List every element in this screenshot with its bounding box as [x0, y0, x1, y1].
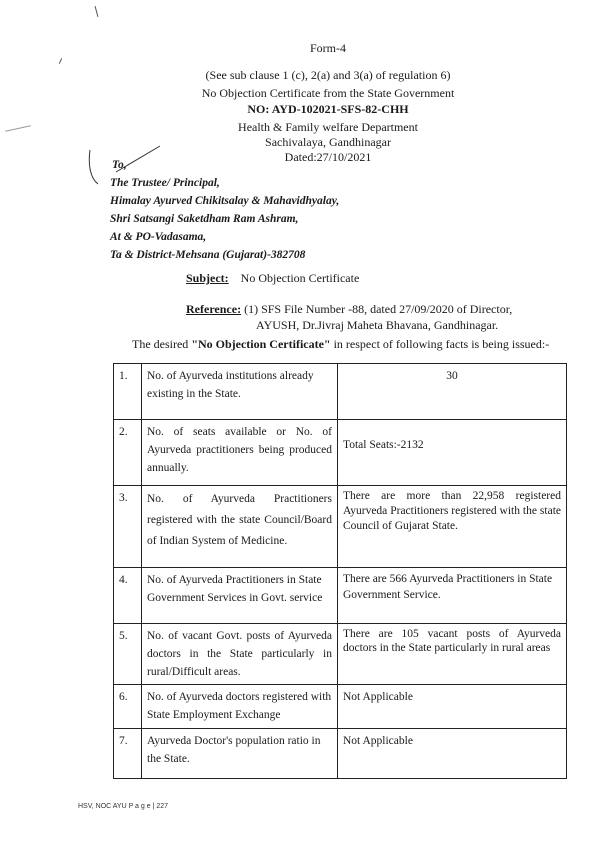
row-question: No. of Ayurveda doctors registered with State Employment Exchange: [142, 685, 338, 729]
row-number: 4.: [114, 568, 142, 624]
row-answer: 30: [338, 364, 567, 420]
reference-text-2: AYUSH, Dr.Jivraj Maheta Bhavana, Gandhinagar.: [256, 318, 499, 332]
issue-date: Dated:27/10/2021: [284, 150, 372, 164]
certificate-number: [0, 102, 600, 117]
reference-label: Reference:: [186, 302, 242, 316]
addressee-block: [110, 159, 340, 264]
subject-label: Subject:: [186, 271, 229, 285]
table-row: [114, 420, 567, 486]
table-row: [114, 729, 567, 779]
form-number: Form-4: [310, 41, 346, 55]
row-answer: There are 566 Ayurveda Practitioners in State Government Service.: [338, 568, 567, 624]
row-number: 3.: [114, 486, 142, 568]
regulation-clause: (See sub clause 1 (c), 2(a) and 3(a) of regulation 6): [205, 68, 451, 82]
reference-line: [186, 302, 512, 317]
intro-pre: The desired: [132, 337, 192, 351]
row-question: No. of Ayurveda institutions already existing in the State.: [142, 364, 338, 420]
addressee-line: The Trustee/ Principal,: [110, 177, 220, 189]
certificate-heading: No Objection Certificate from the State Government: [201, 86, 455, 100]
certificate-number-label: NO:: [247, 102, 270, 116]
row-number: 7.: [114, 729, 142, 779]
row-question: No. of seats available or No. of Ayurveda practitioners being produced annually.: [142, 420, 338, 486]
addressee-line: Ta & District-Mehsana (Gujarat)-382708: [110, 249, 306, 261]
row-question: No. of vacant Govt. posts of Ayurveda doctors in the State particularly in rural/Difficult areas.: [142, 624, 338, 685]
addressee-line: Himalay Ayurved Chikitsalay & Mahavidhyalay,: [110, 195, 340, 207]
row-number: 2.: [114, 420, 142, 486]
subject-text: No Objection Certificate: [240, 271, 360, 285]
row-question: Ayurveda Doctor's population ratio in the State.: [142, 729, 338, 779]
facts-table: [113, 363, 567, 779]
table-row: [114, 364, 567, 420]
department: Health & Family welfare Department: [238, 120, 418, 134]
page-footer: HSV, NOC AYU P a g e | 227: [78, 803, 169, 810]
reference-text-1: (1) SFS File Number -88, dated 27/09/2020 of Director,: [244, 302, 513, 316]
row-number: 1.: [114, 364, 142, 420]
intro-bold: "No Objection Certificate": [191, 337, 331, 351]
table-row: [114, 624, 567, 685]
table-row: [114, 568, 567, 624]
subject-line: [186, 271, 359, 286]
certificate-number-value: AYD-102021-SFS-82-CHH: [271, 102, 409, 116]
row-answer: Total Seats:-2132: [338, 420, 567, 486]
addressee-line: At & PO-Vadasama,: [110, 231, 207, 243]
table-row: [114, 486, 567, 568]
table-row: [114, 685, 567, 729]
row-answer: Not Applicable: [338, 685, 567, 729]
row-answer: There are 105 vacant posts of Ayurveda doctors in the State particularly in rural areas: [338, 624, 567, 685]
addressee-line: Shri Satsangi Saketdham Ram Ashram,: [110, 213, 299, 225]
row-answer: There are more than 22,958 registered Ayurveda Practitioners registered with the state Council of Gujarat State.: [338, 486, 567, 568]
row-number: 5.: [114, 624, 142, 685]
office-place: Sachivalaya, Gandhinagar: [265, 135, 391, 149]
row-question: No. of Ayurveda Practitioners registered with the state Council/Board of Indian System of Medicine.: [142, 486, 338, 568]
intro-post: in respect of following facts is being issued:-: [330, 337, 550, 351]
scan-mark: [59, 58, 62, 64]
row-number: 6.: [114, 685, 142, 729]
scan-mark: [95, 6, 99, 17]
intro-paragraph: [132, 337, 549, 352]
row-question: No. of Ayurveda Practitioners in State Government Services in Govt. service: [142, 568, 338, 624]
addressee-to: To,: [112, 159, 127, 171]
row-answer: Not Applicable: [338, 729, 567, 779]
